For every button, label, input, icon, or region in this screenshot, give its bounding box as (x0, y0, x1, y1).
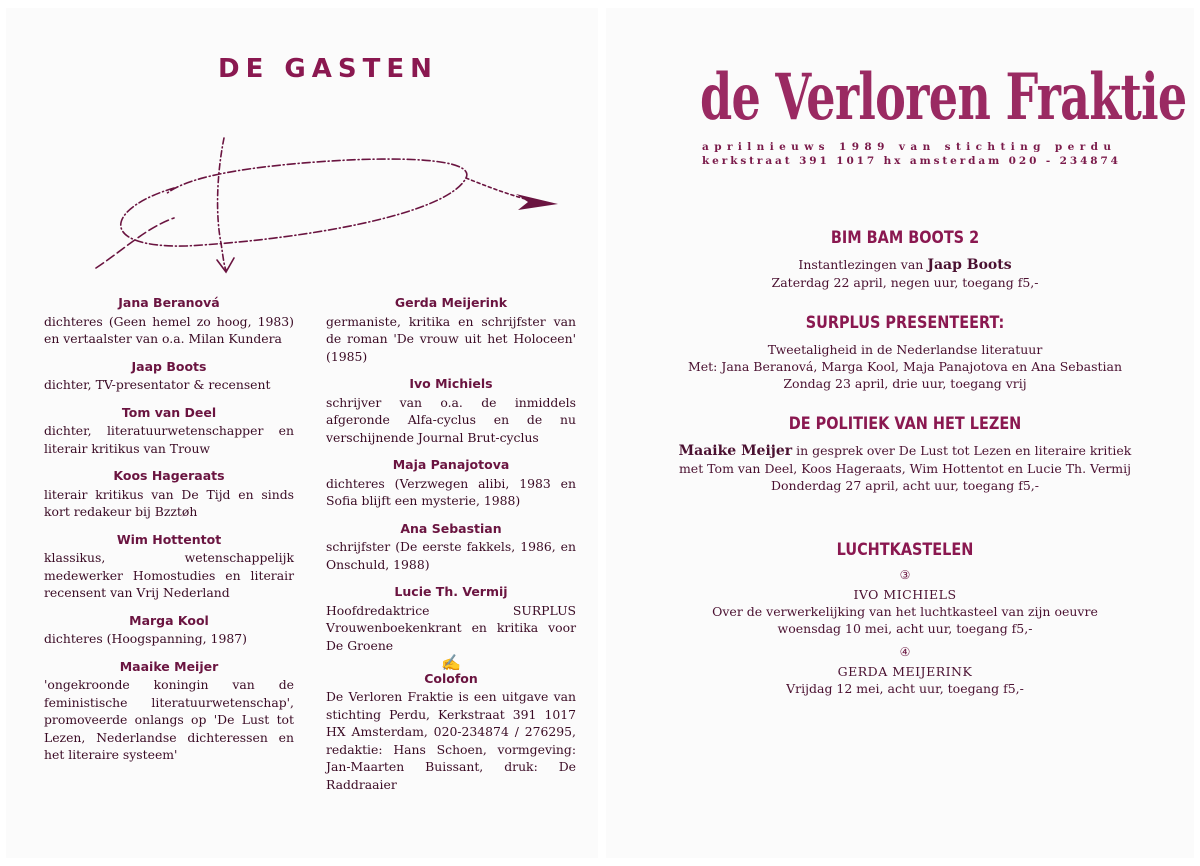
guest-name: Maaike Meijer (119, 658, 219, 674)
guest-name: Gerda Meijerink (394, 295, 508, 310)
event-description: Over de verwerkelijking van het luchtkasteel van zijn oeuvre (712, 604, 1098, 619)
gasten-title: DE GASTEN (218, 54, 438, 84)
speaker-name: IVO MICHIELS (853, 587, 957, 602)
event-participants: Met: Jana Beranová, Marga Kool, Maja Panajotova en Ana Sebastian (687, 359, 1123, 374)
speaker-name: GERDA MEIJERINK (837, 664, 973, 679)
performer-name: Jaap Boots (927, 257, 1012, 273)
event-surplus (660, 313, 1150, 392)
guest-entry (326, 456, 576, 510)
guest-name: Wim Hottentot (116, 531, 222, 547)
guest-name: Jaap Boots (131, 358, 207, 374)
guests-column-1 (44, 294, 294, 774)
masthead-subline-1: aprilnieuws 1989 van stichting perdu (702, 141, 1117, 153)
event-text: in gesprek over De Lust tot Lezen en literaire kritiek (792, 443, 1132, 458)
event-date: Zondag 23 april, drie uur, toegang vrij (783, 376, 1027, 391)
guest-entry (44, 294, 294, 348)
doodle-arrows-illustration (66, 98, 566, 288)
event-bim-bam-boots (660, 228, 1150, 291)
guest-name: Lucie Th. Vermij (394, 584, 508, 599)
guest-name: Ana Sebastian (400, 520, 502, 536)
guest-entry (44, 658, 294, 764)
guest-description: dichteres (Geen hemel zo hoog, 1983) en vertaalster van o.a. Milan Kundera (44, 313, 294, 346)
guest-entry (326, 583, 576, 654)
guest-entry (44, 404, 294, 458)
event-date: Donderdag 27 april, acht uur, toegang f5,- (770, 478, 1039, 493)
guest-name: Ivo Michiels (409, 376, 493, 391)
masthead-logo: de Verloren Fraktie (700, 60, 1187, 135)
event-title: LUCHTKASTELEN (836, 540, 974, 560)
event-text: Instantlezingen van (798, 257, 928, 272)
guest-description: 'ongekroonde koningin van de feministische literatuurwetenschap', promoveerde onlangs op 'De Lust tot Lezen, Nederlandse dichteressen en het literaire systeem' (44, 677, 294, 762)
event-subtitle: Tweetaligheid in de Nederlandse literatuur (767, 342, 1043, 357)
pen-icon: ✍ (441, 653, 461, 672)
colofon-title: Colofon (424, 670, 478, 686)
guest-name: Jana Beranová (118, 295, 220, 310)
event-line (660, 256, 1150, 274)
guest-description: klassikus, wetenschappelijk medewerker Homostudies en literair recensent van Vrij Nederland (44, 550, 294, 600)
masthead-subline-2: kerkstraat 391 1017 hx amsterdam 020 - 234874 (702, 155, 1121, 167)
guest-description: dichteres (Hoogspanning, 1987) (44, 631, 247, 646)
guest-description: Hoofdredaktrice SURPLUS Vrouwenboekenkrant en kritika voor De Groene (326, 602, 576, 653)
guest-entry (44, 612, 294, 648)
guest-entry (44, 531, 294, 602)
guest-description: dichteres (Verzwegen alibi, 1983 en Sofia blijft een mysterie, 1988) (326, 475, 576, 508)
guest-name: Tom van Deel (121, 404, 217, 420)
guest-description: dichter, TV-presentator & recensent (44, 377, 271, 392)
event-participants: met Tom van Deel, Koos Hageraats, Wim Hottentot en Lucie Th. Vermij (678, 461, 1132, 476)
performer-name: Maaike Meijer (678, 443, 793, 459)
page-fold (600, 0, 604, 866)
guests-column-2 (326, 294, 576, 803)
number-3-icon: ③ (899, 568, 911, 582)
number-4-icon: ④ (899, 645, 911, 659)
guest-description: dichter, literatuurwetenschapper en literair kritikus van Trouw (44, 423, 294, 456)
colofon (326, 670, 576, 794)
event-luchtkastelen (660, 540, 1150, 697)
event-line (660, 442, 1150, 460)
event-title: DE POLITIEK VAN HET LEZEN (788, 414, 1022, 434)
guest-description: literair kritikus van De Tijd en sinds kort redakeur bij Bzztøh (44, 486, 294, 519)
guest-entry (326, 520, 576, 574)
guest-entry (326, 294, 576, 365)
guest-entry (44, 467, 294, 521)
event-date: Vrijdag 12 mei, acht uur, toegang f5,- (786, 681, 1024, 696)
event-title: SURPLUS PRESENTEERT: (805, 313, 1005, 333)
guest-description: schrijfster (De eerste fakkels, 1986, en Onschuld, 1988) (326, 539, 576, 572)
colofon-text: De Verloren Fraktie is een uitgave van stichting Perdu, Kerkstraat 391 1017 HX Amsterdam, 020-234874 / 276295, redaktie: Hans Schoen, vormgeving: Jan-Maarten Buissant, druk: De Raddraaier (326, 689, 576, 792)
guest-name: Maja Panajotova (392, 457, 510, 472)
event-title: BIM BAM BOOTS 2 (830, 228, 980, 248)
guest-description: germaniste, kritika en schrijfster van de roman 'De vrouw uit het Holoceen' (1985) (326, 313, 576, 364)
events-section (660, 228, 1150, 719)
guest-entry (326, 375, 576, 446)
event-date: woensdag 10 mei, acht uur, toegang f5,- (777, 621, 1033, 636)
event-date: Zaterdag 22 april, negen uur, toegang f5,- (771, 275, 1039, 290)
guest-name: Marga Kool (129, 612, 209, 628)
event-politiek (660, 414, 1150, 494)
guest-name: Koos Hageraats (113, 468, 225, 483)
guest-entry (44, 358, 294, 394)
guest-description: schrijver van o.a. de inmiddels afgeronde Alfa-cyclus en de nu verschijnende Journal Brut-cyclus (326, 394, 576, 445)
